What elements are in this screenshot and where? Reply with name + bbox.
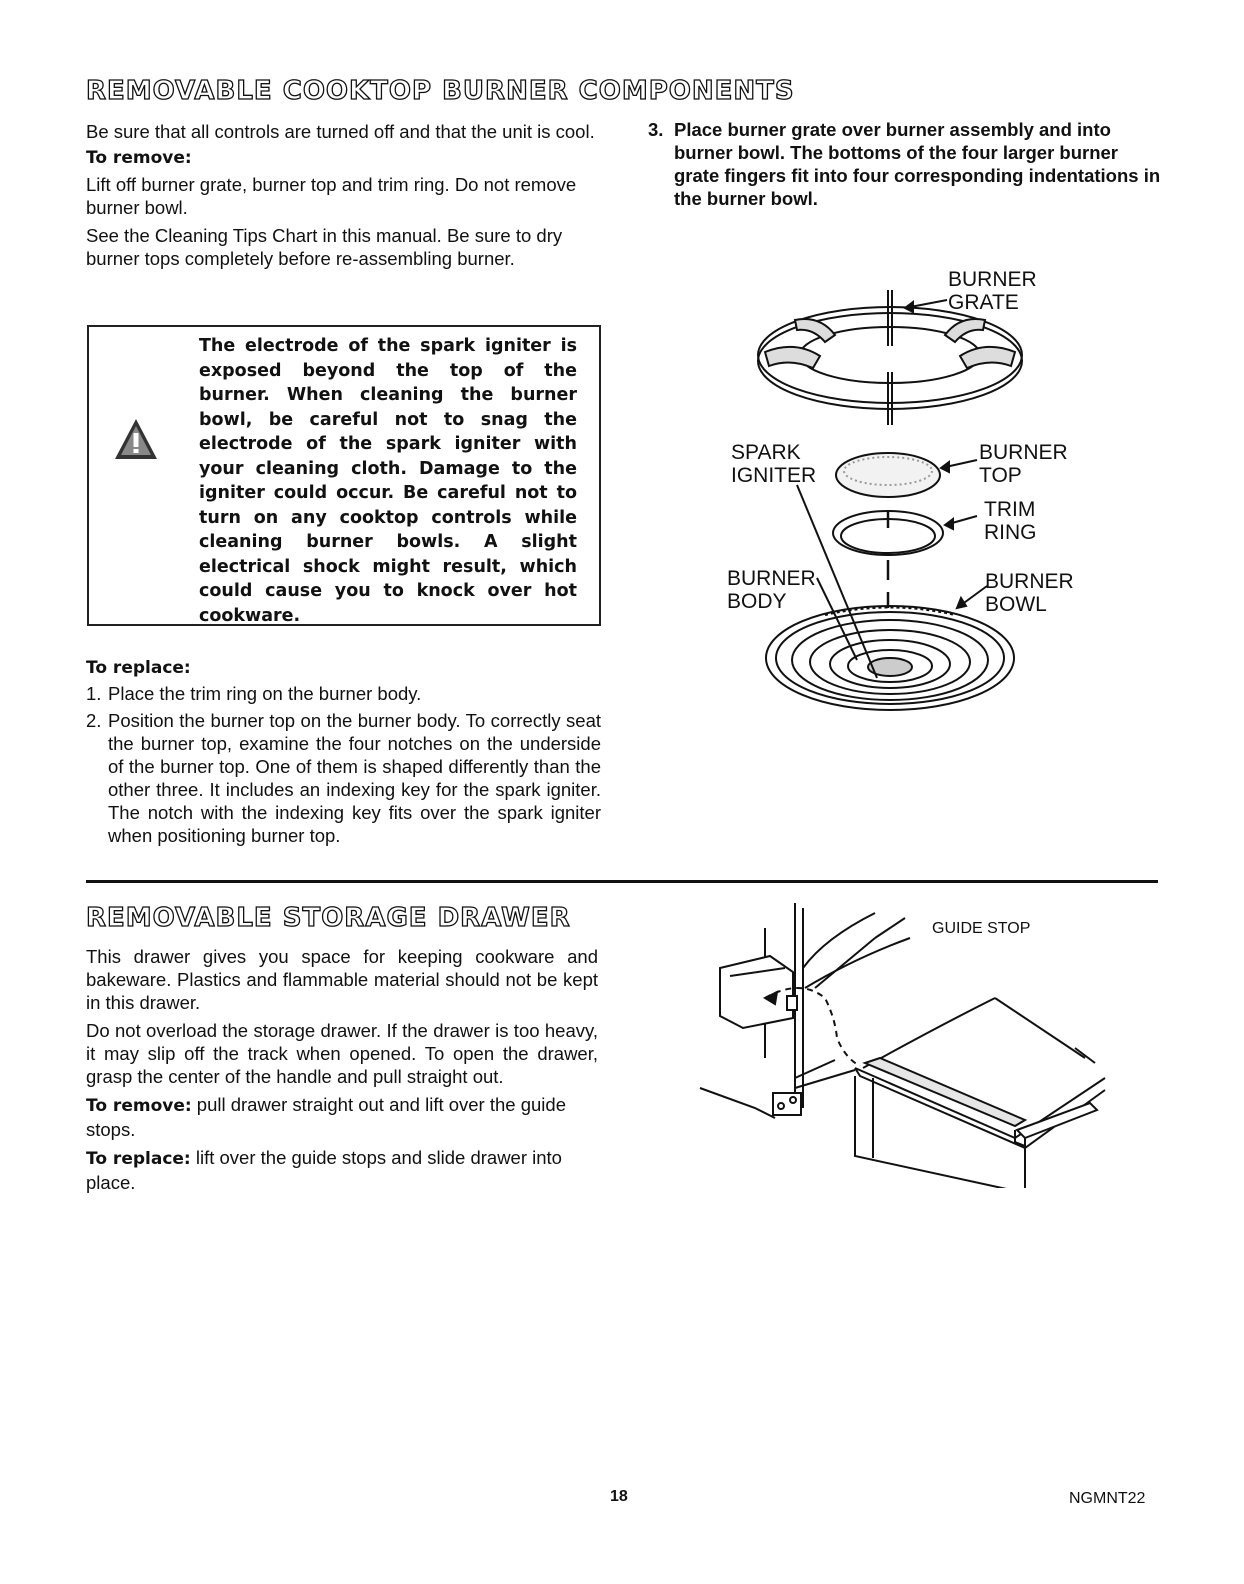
drawer-para-1: This drawer gives you space for keeping cookware and bakeware. Plastics and flammable material should not be kept in this drawer.	[86, 946, 598, 1013]
replace-steps	[86, 682, 601, 847]
drawer-replace	[86, 1146, 598, 1194]
label-burner-grate	[948, 268, 1037, 314]
left-column-top	[86, 120, 601, 270]
label-line: TRIM	[984, 498, 1036, 521]
label-guide-stop: GUIDE STOP	[932, 920, 1031, 937]
label-line: BURNER	[948, 268, 1037, 291]
label-line: RING	[984, 521, 1037, 544]
label-line: SPARK	[731, 441, 801, 464]
remove-label: To remove:	[86, 1096, 192, 1116]
drawer-remove	[86, 1093, 598, 1141]
drawer-text	[86, 945, 598, 1194]
step-3	[648, 118, 1168, 210]
step-text: Place the trim ring on the burner body.	[108, 683, 422, 704]
label-line: BURNER	[979, 441, 1068, 464]
remove-text: pull drawer straight out and lift over the guide stops.	[86, 1094, 566, 1140]
label-spark-igniter	[731, 441, 816, 487]
step-number: 2.	[86, 710, 102, 731]
model-number: NGMNT22	[1069, 1490, 1146, 1507]
list-item	[86, 682, 601, 705]
replace-section	[86, 658, 601, 851]
label-line: GRATE	[948, 291, 1019, 314]
burner-top-illustration	[836, 453, 940, 497]
step-number: 3.	[648, 119, 664, 140]
label-line: BOWL	[985, 593, 1047, 616]
label-line: BURNER	[985, 570, 1074, 593]
replace-heading: To replace:	[86, 658, 191, 678]
section-title-burner-components: REMOVABLE COOKTOP BURNER COMPONENTS	[86, 76, 795, 106]
label-line: BURNER	[727, 567, 816, 590]
step-number: 1.	[86, 683, 102, 704]
label-line: IGNITER	[731, 464, 817, 487]
step-text: Place burner grate over burner assembly and into burner bowl. The bottoms of the four larger burner grate fingers fit into four corresponding indentations in the burner bowl.	[674, 119, 1161, 209]
warning-text: The electrode of the spark igniter is exposed beyond the top of the burner. When cleaning the burner bowl, be careful not to snag the electrode of the spark igniter with your cleaning cloth. Damage to the igniter could occur. Be careful not to turn on any cooktop controls while cleaning burner bowls. A slight electrical shock might result, which could cause you to knock over hot cookware.	[199, 336, 577, 626]
cleaning-text: See the Cleaning Tips Chart in this manual. Be sure to dry burner tops completely before re-assembling burner.	[86, 225, 563, 269]
page-number: 18	[610, 1488, 628, 1505]
warning-box	[87, 325, 601, 626]
section-divider	[86, 880, 1158, 883]
warning-icon	[113, 417, 159, 461]
step-text: Position the burner top on the burner body. To correctly seat the burner top, examine the four notches on the underside of the burner top. One of them is shaped differently than the other three. It includes an indexing key for the spark igniter. The notch with the indexing key fits over the spark igniter when positioning burner top.	[108, 710, 601, 846]
list-item	[86, 709, 601, 847]
label-burner-body	[727, 567, 816, 613]
remove-heading: To remove:	[86, 148, 192, 168]
replace-text: lift over the guide stops and slide drawer into place.	[86, 1147, 562, 1193]
label-trim-ring	[984, 498, 1037, 544]
intro-text: Be sure that all controls are turned off and that the unit is cool.	[86, 121, 595, 142]
drawer-diagram	[695, 898, 1115, 1188]
label-burner-bowl	[985, 570, 1074, 616]
section-title-storage-drawer: REMOVABLE STORAGE DRAWER	[86, 903, 571, 933]
burner-bowl-illustration	[766, 606, 1014, 710]
replace-label: To replace:	[86, 1149, 191, 1169]
burner-diagram	[725, 260, 1105, 730]
label-burner-top	[979, 441, 1068, 487]
label-line: BODY	[727, 590, 787, 613]
label-line: TOP	[979, 464, 1022, 487]
drawer-para-2: Do not overload the storage drawer. If the drawer is too heavy, it may slip off the track when opened. To open the drawer, grasp the center of the handle and pull straight out.	[86, 1020, 598, 1087]
remove-text: Lift off burner grate, burner top and trim ring. Do not remove burner bowl.	[86, 174, 577, 218]
